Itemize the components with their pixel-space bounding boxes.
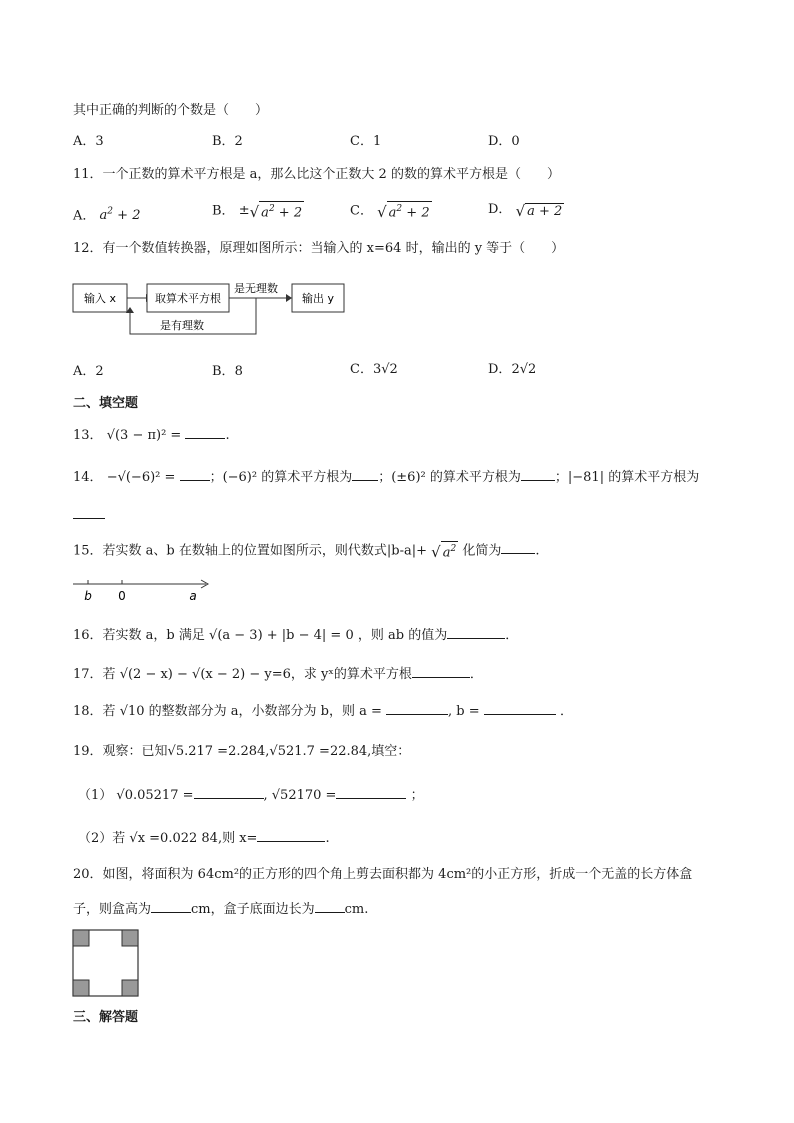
q10-option-b: B．2 xyxy=(212,134,243,149)
q14-continue xyxy=(73,506,105,525)
axis-label-b: b xyxy=(84,589,92,603)
q11-option-d xyxy=(488,201,564,219)
q17: 17．若 √(2 − x) − √(x − 2) − y=6，求 yˣ的算术平方根 ． xyxy=(73,667,483,682)
q10-option-d: D．0 xyxy=(488,134,520,149)
q10-option-a: A．3 xyxy=(73,134,104,149)
section-3-heading: 三、解答题 xyxy=(73,1010,139,1025)
q12-option-a: A．2 xyxy=(73,364,104,379)
number-line xyxy=(70,574,215,606)
q19-part1: （1） √0.05217 = , √52170 = ； xyxy=(78,788,424,803)
arrow-label-irrational: 是无理数 xyxy=(234,282,278,295)
section-2-heading: 二、填空题 xyxy=(73,396,139,411)
q11-label-b: B． xyxy=(212,203,235,219)
q11-stem: 11．一个正数的算术平方根是 a，那么比这个正数大 2 的数的算术平方根是（ ） xyxy=(73,167,560,182)
q12-stem: 12．有一个数值转换器，原理如图所示：当输入的 x=64 时，输出的 y 等于（ ） xyxy=(73,241,565,256)
q18-blank-b[interactable] xyxy=(484,702,556,715)
q11-expr-a: $a^2 + 2$ xyxy=(99,207,141,224)
arrow-label-rational: 是有理数 xyxy=(160,319,204,332)
q11-option-c xyxy=(350,201,432,220)
axis-label-0: 0 xyxy=(118,589,126,603)
q15: 15．若实数 a、b 在数轴上的位置如图所示，则代数式|b-a|+ √ $a^2$ 化简为 . xyxy=(73,541,540,560)
q17-expr: √(2 − x) − √(x − 2) − y=6 xyxy=(119,667,291,682)
converter-diagram xyxy=(70,276,360,344)
q17-blank[interactable] xyxy=(412,665,470,678)
corner-square xyxy=(73,980,89,996)
q11-option-b xyxy=(212,201,304,220)
q11-option-a xyxy=(73,203,140,225)
q18: 18．若 √10 的整数部分为 a，小数部分为 b，则 a = , b = ． xyxy=(73,704,573,719)
q14-expr1: −√(−6)² = xyxy=(106,470,176,485)
q10-tail: 其中正确的判断的个数是（ ） xyxy=(73,103,269,118)
q13-expr: √(3 − π)² = xyxy=(106,428,182,443)
q12-option-d: D．2√2 xyxy=(488,362,537,377)
q12-option-c: C．3√2 xyxy=(350,362,398,377)
q20-line1: 20．如图，将面积为 64cm²的正方形的四个角上剪去面积都为 4cm²的小正方形，折成一个无盖的长方体盒 xyxy=(73,867,693,882)
q18-blank-a[interactable] xyxy=(386,702,448,715)
q11-expr-d: √ a + 2 xyxy=(515,202,563,220)
q14-blank-4[interactable] xyxy=(73,506,105,519)
arrow-head xyxy=(286,294,292,302)
q14-blank-1[interactable] xyxy=(180,468,210,481)
q11-expr-c: √ $a^2 + 2$ xyxy=(377,203,432,218)
q19-blank-1[interactable] xyxy=(194,786,264,799)
q11-expr-b: ± √ $a^2 + 2$ xyxy=(239,203,304,218)
output-box-label: 输出 y xyxy=(301,292,335,305)
q12-option-b: B．8 xyxy=(212,364,243,379)
q20-blank-2[interactable] xyxy=(315,900,345,913)
q13: 13． √(3 − π)² = . xyxy=(73,428,230,443)
q10-option-c: C．1 xyxy=(350,134,382,149)
q13-blank[interactable] xyxy=(185,426,225,439)
q16: 16．若实数 a，b 满足 √(a − 3) + |b − 4| = 0 ，则 ab 的值为 ． xyxy=(73,628,519,643)
corner-square xyxy=(122,930,138,946)
corner-square xyxy=(122,980,138,996)
q20-blank-1[interactable] xyxy=(151,900,191,913)
q16-expr: √(a − 3) + |b − 4| = 0 xyxy=(209,628,354,643)
input-box-label: 输入 x xyxy=(83,292,117,305)
q11-label-c: C． xyxy=(350,203,373,219)
q19: 19．观察：已知√5.217 =2.284,√521.7 =22.84,填空： xyxy=(73,744,411,759)
square-figure xyxy=(72,929,140,999)
q11-label-a: A． xyxy=(73,208,96,224)
q14: 14． −√(−6)² = ；(−6)² 的算术平方根为 ；(±6)² 的算术平方根为 ；|−81| 的算术平方根为 xyxy=(73,470,700,485)
q14-blank-3[interactable] xyxy=(521,468,555,481)
process-box-label: 取算术平方根 xyxy=(155,292,221,305)
q19-part2: （2）若 √x =0.022 84,则 x= . xyxy=(78,831,330,846)
q15-blank[interactable] xyxy=(501,541,535,554)
q19-blank-3[interactable] xyxy=(257,829,325,842)
axis-label-a: a xyxy=(189,589,197,603)
q20-line2: 子，则盒高为 cm，盒子底面边长为 cm. xyxy=(73,902,369,917)
corner-square xyxy=(73,930,89,946)
q11-label-d: D． xyxy=(488,202,512,217)
q14-blank-2[interactable] xyxy=(352,468,378,481)
q18-expr: √10 xyxy=(119,704,145,719)
q16-blank[interactable] xyxy=(447,626,505,639)
q19-blank-2[interactable] xyxy=(336,786,406,799)
